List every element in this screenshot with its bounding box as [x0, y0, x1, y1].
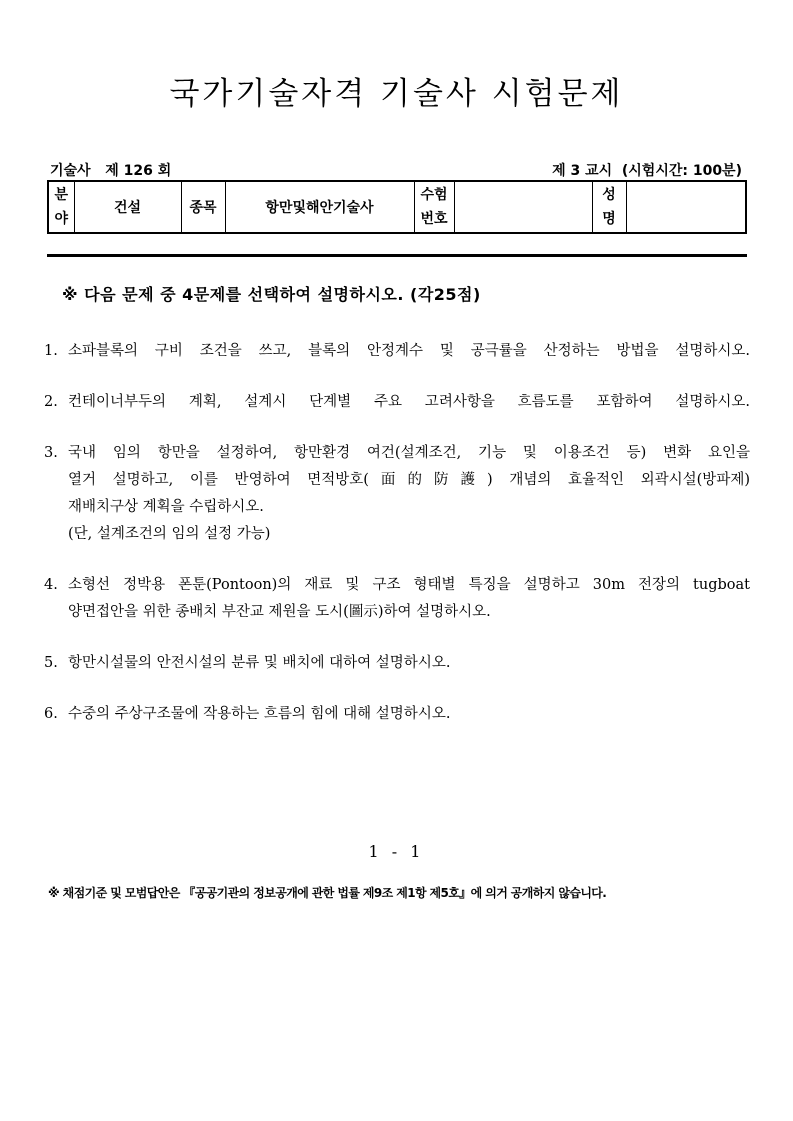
name-field[interactable]	[626, 181, 746, 233]
question-text: 소파블록의 구비 조건을 쓰고, 블록의 안정계수 및 공극률을 산정하는 방법을 설명하시오.	[68, 343, 750, 359]
question-text: 양면접안을 위한 종배치 부잔교 제원을 도시(圖示)하여 설명하시오.	[68, 604, 491, 620]
name-label-bottom: 명	[602, 211, 616, 227]
question-item	[44, 340, 750, 367]
footer-note: ※ 채점기준 및 모범답안은 『공공기관의 정보공개에 관한 법률 제9조 제1항 제5호』에 의거 공개하지 않습니다.	[48, 886, 607, 900]
exam-session: 기술사 제 126 회	[50, 163, 172, 179]
question-text: 항만시설물의 안전시설의 분류 및 배치에 대하여 설명하시오.	[68, 655, 451, 671]
question-number: 2.	[44, 394, 58, 410]
field-label-top: 분	[54, 187, 69, 203]
question-text: 소형선 정박용 폰툰(Pontoon)의 재료 및 구조 형태별 특징을 설명하고 30m 전장의 tugboat	[68, 577, 750, 593]
exam-number-label-bottom: 번호	[420, 211, 448, 227]
question-list	[44, 340, 750, 730]
question-item	[44, 652, 750, 679]
question-number: 6.	[44, 706, 58, 722]
question-text: 재배치구상 계획을 수립하시오.	[68, 499, 264, 515]
question-item	[44, 391, 750, 418]
exam-info-table	[47, 180, 747, 234]
question-number: 1.	[44, 343, 58, 359]
name-label	[592, 181, 626, 233]
question-item	[44, 442, 750, 550]
question-note: (단, 설계조건의 임의 설정 가능)	[68, 526, 271, 542]
exam-number-label	[414, 181, 454, 233]
divider-rule	[47, 254, 747, 257]
instruction-text: ※ 다음 문제 중 4문제를 선택하여 설명하시오. (각25점)	[62, 285, 481, 304]
question-text: 수중의 주상구조물에 작용하는 흐름의 힘에 대해 설명하시오.	[68, 706, 451, 722]
document-title: 국가기술자격 기술사 시험문제	[169, 76, 624, 112]
exam-number-field[interactable]	[454, 181, 592, 233]
question-text: 컨테이너부두의 계획, 설계시 단계별 주요 고려사항을 흐름도를 포함하여 설명하시오.	[68, 394, 750, 410]
exam-number-label-top: 수험	[420, 187, 448, 203]
session-period: 제 3 교시 (시험시간: 100분)	[552, 163, 742, 179]
category-label: 종목	[181, 181, 225, 233]
question-number: 4.	[44, 577, 58, 593]
field-label	[48, 181, 74, 233]
name-label-top: 성	[602, 187, 616, 203]
field-value: 건설	[74, 181, 181, 233]
category-value: 항만및해안기술사	[225, 181, 414, 233]
question-text: 열거 설명하고, 이를 반영하여 면적방호(面的防護) 개념의 효율적인 외곽시설(방파제)	[68, 472, 750, 488]
exam-header	[48, 160, 748, 180]
question-item	[44, 574, 750, 628]
question-number: 5.	[44, 655, 58, 671]
question-item	[44, 703, 750, 730]
question-text: 국내 임의 항만을 설정하여, 항만환경 여건(설계조건, 기능 및 이용조건 등) 변화 요인을	[68, 445, 750, 461]
question-number: 3.	[44, 445, 58, 461]
page-number: 1 - 1	[368, 842, 425, 861]
field-label-bottom: 야	[54, 211, 69, 227]
